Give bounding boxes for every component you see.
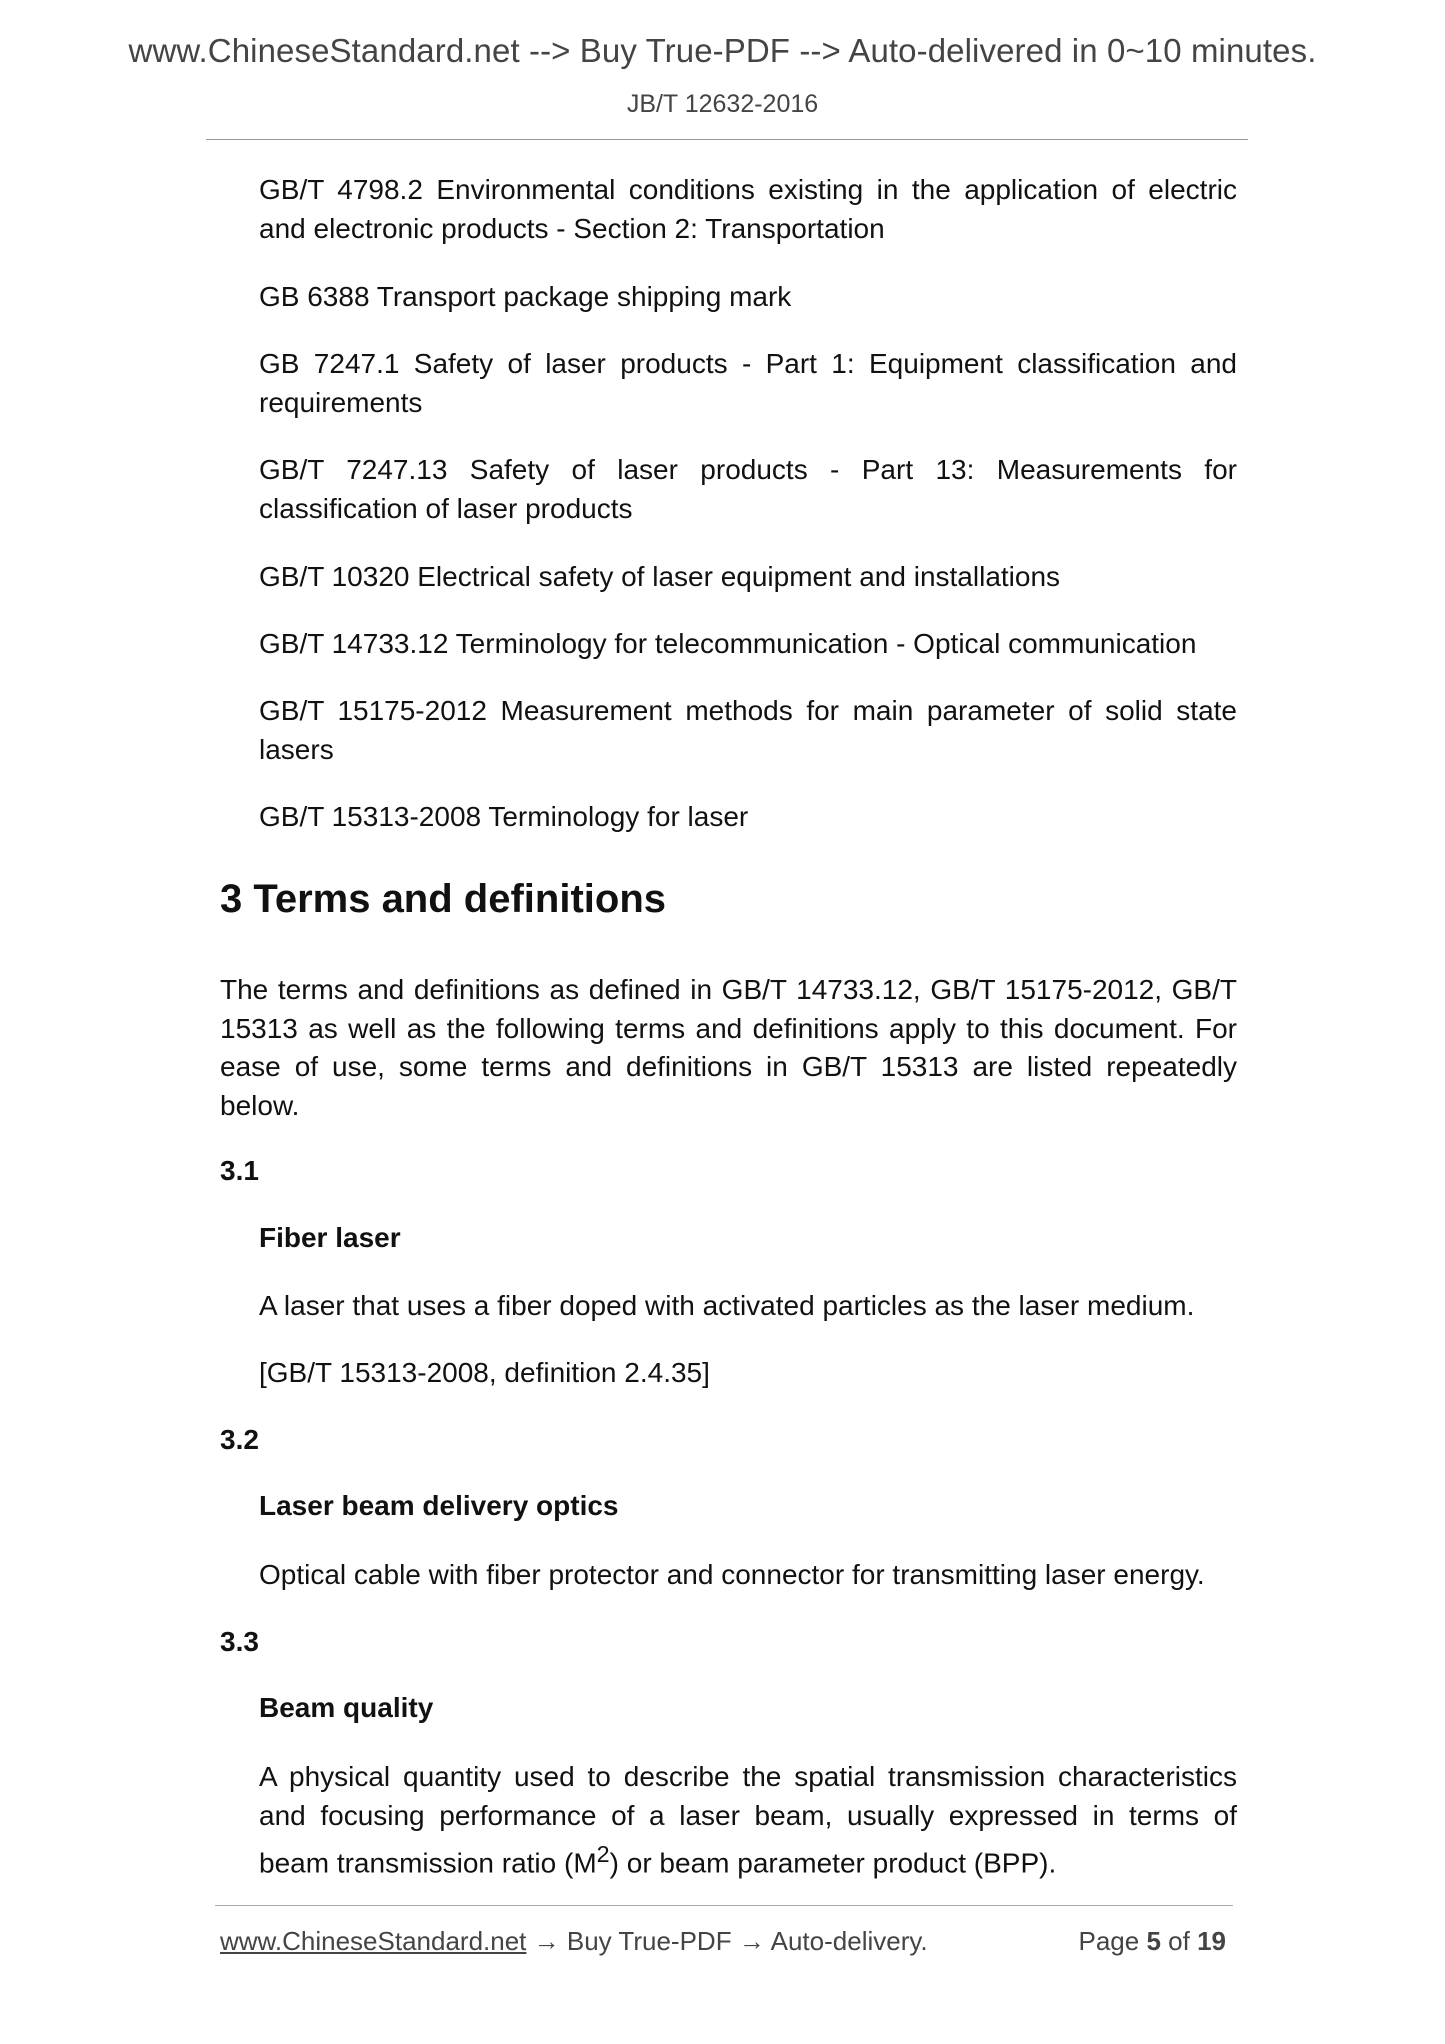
header-banner[interactable]: www.ChineseStandard.net --> Buy True-PDF --> Auto-delivered in 0~10 minutes. [128, 32, 1317, 69]
section-heading: 3 Terms and definitions [220, 877, 666, 921]
reference-item: GB/T 10320 Electrical safety of laser equipment and installations [259, 561, 1061, 592]
footer-buy-text: Buy True-PDF [566, 1926, 732, 1956]
arrow-icon: → [533, 1926, 560, 1956]
document-code: JB/T 12632-2016 [626, 90, 819, 118]
reference-item: GB/T 15175-2012 Measurement methods for main parameter of solid state lasers [259, 695, 1237, 765]
superscript: 2 [596, 1841, 610, 1867]
reference-item: GB/T 15313-2008 Terminology for laser [259, 801, 749, 832]
term-definition [259, 1758, 1237, 1883]
arrow-icon: → [738, 1926, 765, 1956]
reference-item: GB 6388 Transport package shipping mark [259, 281, 792, 312]
reference-item: GB 7247.1 Safety of laser products - Part 1: Equipment classification and requirements [259, 348, 1237, 418]
page-total: 19 [1197, 1926, 1226, 1956]
footer-delivery-text: Auto-delivery. [770, 1926, 928, 1956]
of-label: of [1168, 1926, 1190, 1956]
definition-text-end: ) or beam parameter product (BPP). [609, 1847, 1057, 1879]
clause-number: 3.1 [220, 1155, 259, 1186]
page-indicator [1078, 1926, 1226, 1957]
footer-website-link[interactable]: www.ChineseStandard.net [220, 1926, 527, 1956]
term-title: Fiber laser [259, 1222, 401, 1253]
footer-divider [215, 1905, 1233, 1906]
footer-promo [220, 1926, 928, 1957]
reference-item: GB/T 4798.2 Environmental conditions existing in the application of electric and electronic products - Section 2: Transportation [259, 174, 1237, 244]
reference-item: GB/T 7247.13 Safety of laser products - Part 13: Measurements for classification of laser products [259, 454, 1237, 524]
section-intro: The terms and definitions as defined in GB/T 14733.12, GB/T 15175-2012, GB/T 15313 as well as the following terms and definitions apply to this document. For ease of use, some terms and definitions in GB/T 15313 are listed repeatedly below. [220, 974, 1237, 1121]
header-divider [206, 139, 1248, 140]
page-label: Page [1078, 1926, 1140, 1956]
page-number: 5 [1146, 1926, 1161, 1956]
term-definition: Optical cable with fiber protector and connector for transmitting laser energy. [259, 1559, 1205, 1590]
term-title: Beam quality [259, 1692, 434, 1723]
term-definition: A laser that uses a fiber doped with activated particles as the laser medium. [259, 1290, 1195, 1321]
definition-text: A physical quantity used to describe the spatial transmission characteristics and focusing performance of a laser beam, usually expressed in terms of beam transmission ratio (M [259, 1761, 1237, 1879]
clause-number: 3.3 [220, 1626, 259, 1657]
term-source: [GB/T 15313-2008, definition 2.4.35] [259, 1357, 710, 1388]
reference-item: GB/T 14733.12 Terminology for telecommunication - Optical communication [259, 628, 1197, 659]
clause-number: 3.2 [220, 1424, 259, 1455]
term-title: Laser beam delivery optics [259, 1490, 619, 1521]
